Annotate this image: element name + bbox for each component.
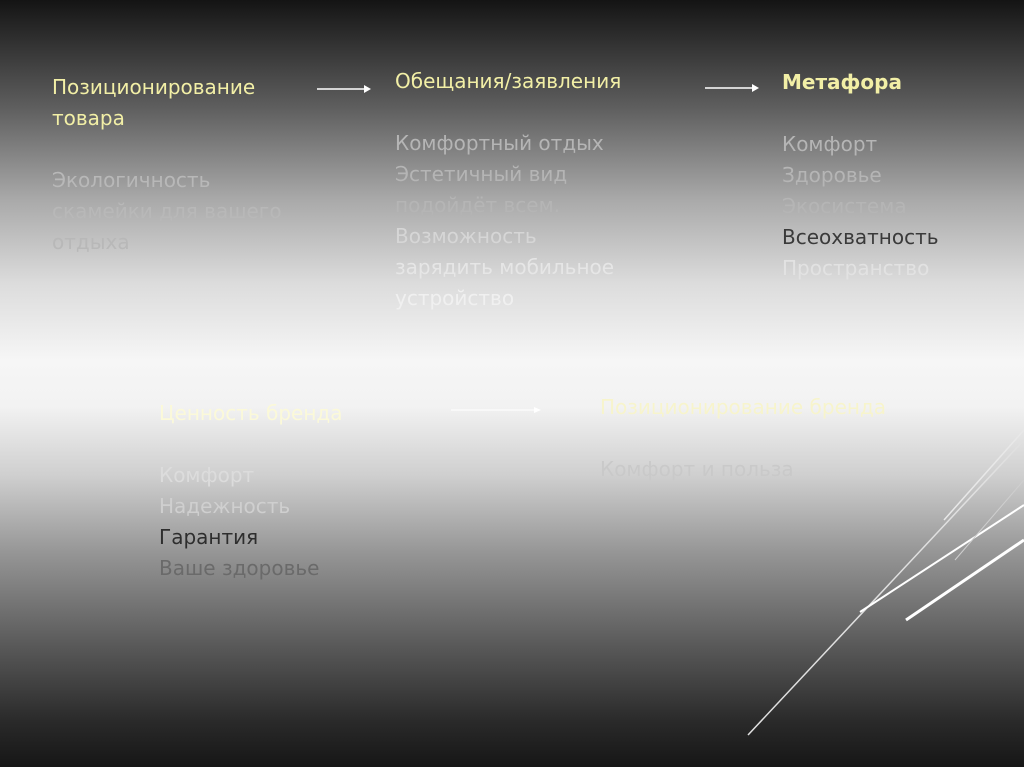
arrow-right-icon <box>450 403 542 417</box>
brand-positioning-description: Комфорт и польза <box>600 457 794 481</box>
metaphor-title: Метафора <box>782 70 902 94</box>
list-item: Здоровье <box>782 163 882 187</box>
claims-title: Обещания/заявления <box>395 69 622 93</box>
list-item: Ваше здоровье <box>159 556 320 580</box>
list-item: Всеохватность <box>782 225 939 249</box>
list-item: подойдёт всем. <box>395 193 561 217</box>
arrow-right-icon <box>316 82 372 96</box>
brand-value-list <box>159 460 439 584</box>
list-item: Возможность <box>395 224 537 248</box>
list-item: Пространство <box>782 256 930 280</box>
list-item: устройство <box>395 286 515 310</box>
list-item: Гарантия <box>159 525 259 549</box>
list-item: Комфорт <box>159 463 255 487</box>
metaphor-block <box>782 67 1002 284</box>
product-positioning-block <box>52 72 314 258</box>
list-item: Эстетичный вид <box>395 162 568 186</box>
metaphor-list <box>782 129 1002 284</box>
brand-value-block <box>159 398 439 584</box>
list-item: Комфортный отдых <box>395 131 604 155</box>
list-item: Экосистема <box>782 194 907 218</box>
claims-list <box>395 128 685 314</box>
brand-positioning-title: Позиционирование бренда <box>600 395 887 419</box>
claims-block <box>395 66 685 314</box>
brand-value-title: Ценность бренда <box>159 401 343 425</box>
list-item: зарядить мобильное <box>395 255 615 279</box>
product-positioning-title: Позиционирование товара <box>52 75 256 130</box>
brand-positioning-block <box>600 392 890 485</box>
arrow-right-icon <box>704 81 760 95</box>
product-positioning-description: Экологичность скамейки для вашего отдыха <box>52 168 282 254</box>
list-item: Комфорт <box>782 132 878 156</box>
list-item: Надежность <box>159 494 291 518</box>
